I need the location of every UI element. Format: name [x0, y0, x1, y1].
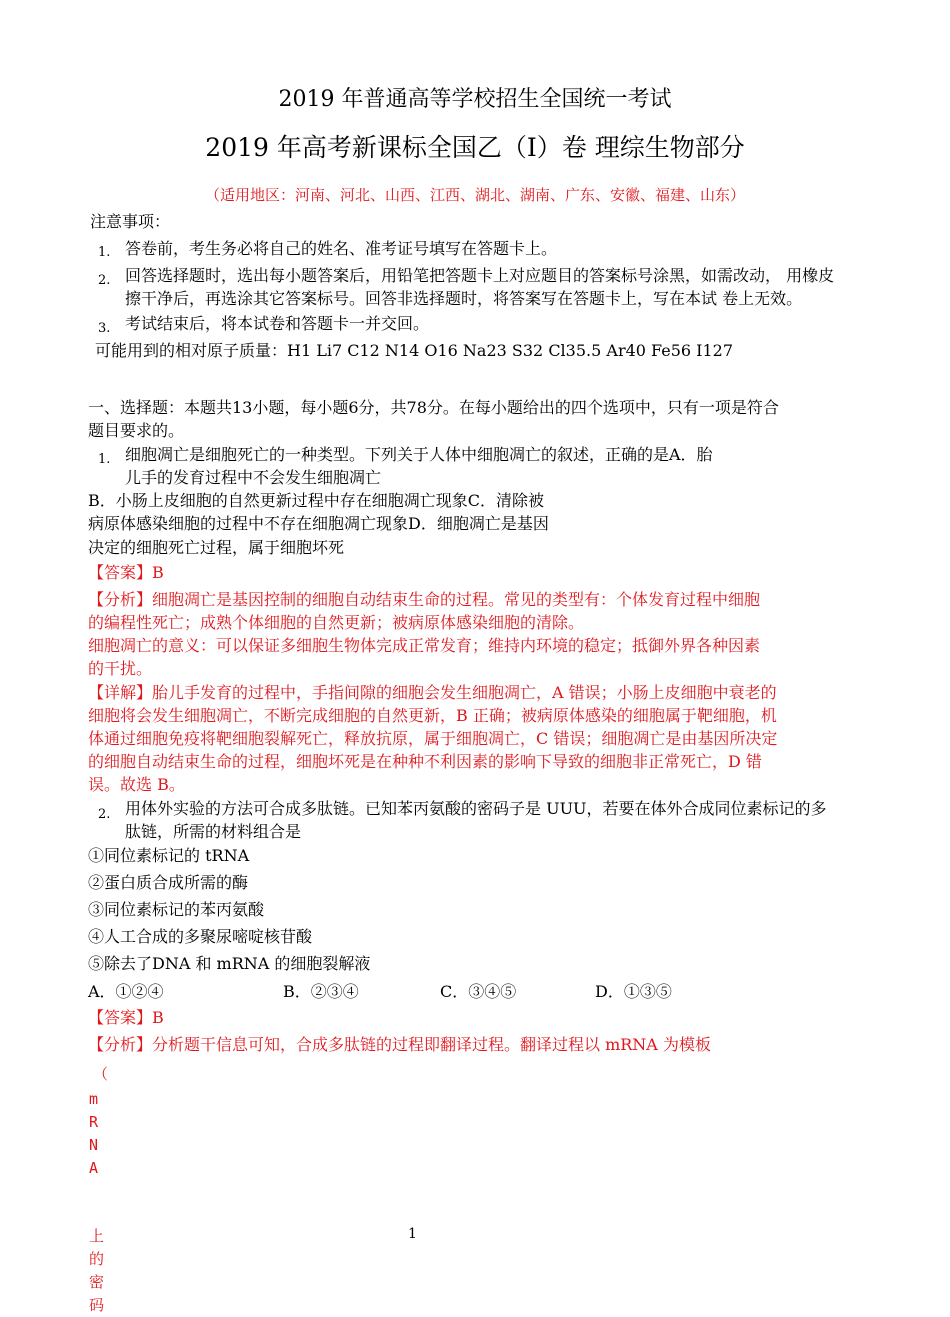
- option-d: D．①③⑤: [595, 982, 672, 1001]
- vertical-char: （: [93, 1065, 109, 1083]
- analysis-text: 的编程性死亡；成熟个体细胞的自然更新；被病原体感染细胞的清除。: [88, 613, 585, 632]
- question-text: 决定的细胞死亡过程，属于细胞坏死: [88, 538, 345, 557]
- notice-item-text: 回答选择题时，选出每小题答案后，用铅笔把答题卡上对应题目的答案标号涂黑，如需改动， 用橡皮: [125, 266, 835, 285]
- material-item: ④人工合成的多聚尿嘧啶核苷酸: [88, 927, 313, 946]
- analysis-text: 细胞凋亡的意义：可以保证多细胞生物体完成正常发育；维持内环境的稳定；抵御外界各种因素: [88, 636, 761, 655]
- vertical-char: 上: [89, 1227, 105, 1245]
- option-c: C．③④⑤: [440, 982, 517, 1001]
- detail-text: 【详解】胎儿手发育的过程中，手指间隙的细胞会发生细胞凋亡，A 错误；小肠上皮细胞中衰老的: [88, 683, 777, 702]
- material-item: ①同位素标记的 tRNA: [88, 846, 250, 865]
- answer-label: 【答案】B: [88, 1008, 164, 1027]
- notice-item-text: 擦干净后，再选涂其它答案标号。回答非选择题时，将答案写在答题卡上，写在本试 卷上无效。: [125, 289, 803, 308]
- notice-item-number: 2.: [98, 273, 111, 288]
- analysis-text: 的干扰。: [88, 659, 153, 678]
- material-item: ⑤除去了DNA 和 mRNA 的细胞裂解液: [88, 954, 371, 973]
- page-number: 1: [408, 1226, 417, 1242]
- vertical-char: 码: [89, 1296, 105, 1314]
- detail-text: 细胞将会发生细胞凋亡，不断完成细胞的自然更新，B 正确；被病原体感染的细胞属于靶细胞，机: [88, 706, 777, 725]
- analysis-text: 【分析】分析题干信息可知，合成多肽链的过程即翻译过程。翻译过程以 mRNA 为模板: [88, 1035, 711, 1054]
- vertical-char: 的: [89, 1250, 105, 1268]
- question-text: 用体外实验的方法可合成多肽链。已知苯丙氨酸的密码子是 UUU，若要在体外合成同位素标记的多: [125, 799, 827, 818]
- vertical-char: N: [89, 1136, 99, 1154]
- detail-text: 体通过细胞免疫将靶细胞裂解死亡，释放抗原，属于细胞凋亡，C 错误；细胞凋亡是由基因所决定: [88, 729, 778, 748]
- question-text: 儿手的发育过程中不会发生细胞凋亡: [125, 468, 382, 487]
- notice-heading: 注意事项：: [90, 212, 171, 231]
- analysis-text: 【分析】细胞凋亡是基因控制的细胞自动结束生命的过程。常见的类型有：个体发育过程中细胞: [88, 590, 761, 609]
- atomic-mass-line: 可能用到的相对原子质量：H1 Li7 C12 N14 O16 Na23 S32 Cl35.5 Ar40 Fe56 I127: [95, 341, 734, 360]
- question-text: 病原体感染细胞的过程中不存在细胞凋亡现象D．细胞凋亡是基因: [88, 514, 549, 533]
- question-number: 2.: [98, 807, 111, 822]
- page-title: 2019 年普通高等学校招生全国统一考试: [278, 87, 672, 112]
- question-text: B．小肠上皮细胞的自然更新过程中存在细胞凋亡现象C．清除被: [88, 491, 545, 510]
- answer-label: 【答案】B: [88, 563, 164, 582]
- detail-text: 误。故选 B。: [88, 775, 185, 794]
- notice-item-number: 1.: [98, 245, 111, 260]
- detail-text: 的细胞自动结束生命的过程，细胞坏死是在种种不利因素的影响下导致的细胞非正常死亡，D 错: [88, 752, 762, 771]
- applicable-regions: （适用地区：河南、河北、山西、江西、湖北、湖南、广东、安徽、福建、山东）: [204, 186, 745, 204]
- notice-item-text: 考试结束后，将本试卷和答题卡一并交回。: [125, 314, 430, 333]
- question-text: 肽链，所需的材料组合是: [125, 822, 302, 841]
- vertical-char: R: [89, 1113, 99, 1131]
- question-text: 细胞凋亡是细胞死亡的一种类型。下列关于人体中细胞凋亡的叙述，正确的是A．胎: [125, 445, 713, 464]
- vertical-char: 密: [89, 1273, 105, 1291]
- section-heading: 一、选择题：本题共13小题，每小题6分，共78分。在每小题给出的四个选项中，只有一项是符合: [88, 398, 779, 417]
- exam-title: 2019 年高考新课标全国乙（Ⅰ）卷 理综生物部分: [205, 133, 745, 162]
- notice-item-number: 3.: [98, 321, 111, 336]
- notice-item-text: 答卷前，考生务必将自己的姓名、准考证号填写在答题卡上。: [125, 239, 558, 258]
- vertical-char: m: [89, 1090, 99, 1108]
- material-item: ③同位素标记的苯丙氨酸: [88, 900, 265, 919]
- material-item: ②蛋白质合成所需的酶: [88, 873, 249, 892]
- section-heading: 题目要求的。: [88, 421, 185, 440]
- vertical-char: A: [89, 1159, 99, 1177]
- option-b: B．②③④: [283, 982, 359, 1001]
- option-a: A．①②④: [88, 982, 164, 1001]
- question-number: 1.: [98, 452, 111, 467]
